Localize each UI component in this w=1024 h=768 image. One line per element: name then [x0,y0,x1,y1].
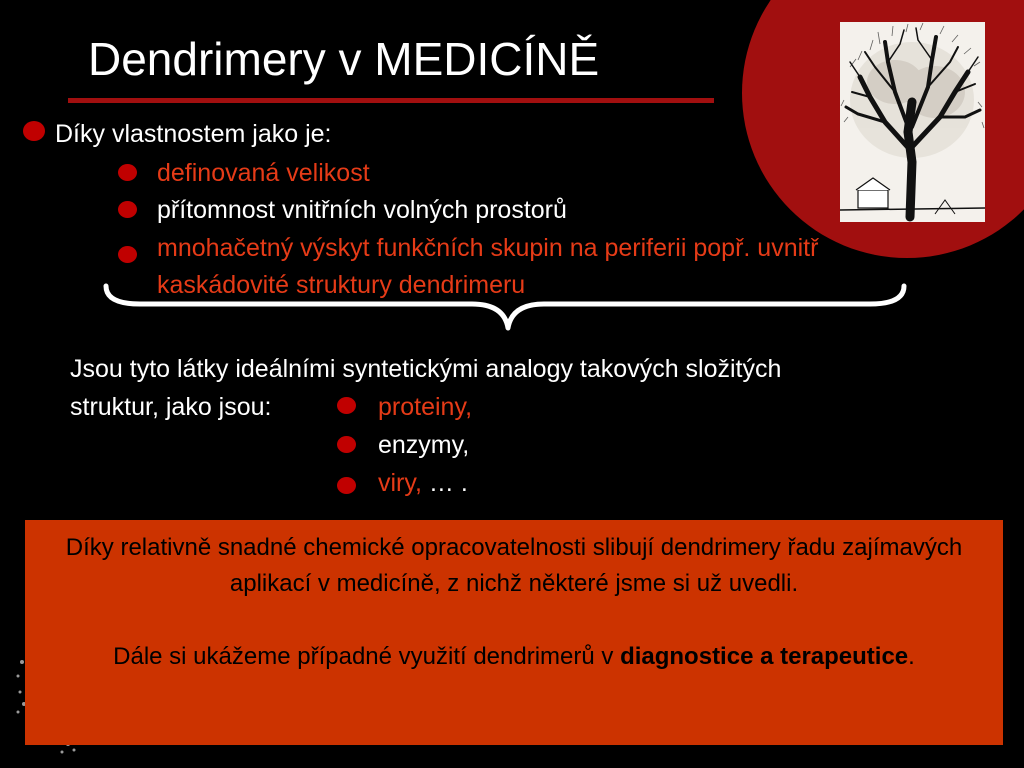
bullet-dot [118,246,137,263]
analogy-item: enzymy, [378,431,470,459]
analogy-text: struktur, jako jsou: [70,393,272,421]
bullet-dot [23,121,45,141]
property-item: přítomnost vnitřních volných prostorů [157,196,567,224]
info-paragraph: Díky relativně snadné chemické opracovatelnosti slibují dendrimery řadu zajímavých aplikací v medicíně, z nichž některé jsme si už uvedli. [65,534,963,597]
info-text: Dále si ukážeme případné využití dendrimerů v [113,643,621,670]
property-item: definovaná velikost [157,159,370,187]
analogy-item: proteiny, [378,393,473,421]
info-text: . [908,643,915,670]
property-item-continuation: kaskádovité struktury dendrimeru [157,271,526,299]
analogy-ellipsis: … . [421,469,468,497]
info-bold-text: diagnostice a terapeutice [620,643,909,670]
bullet-dot [337,477,356,494]
bullet-dot [337,397,356,414]
info-paragraph [25,639,1003,675]
title-underline [68,98,714,103]
analogy-item: viry, [378,469,422,497]
bullet-dot [118,164,137,181]
bullet-dot [118,201,137,218]
tree-illustration [840,22,985,222]
slide-title: Dendrimery v MEDICÍNĚ [88,33,600,85]
tree-icon [840,22,985,222]
analogy-item-row [378,467,468,499]
bullet-dot [337,436,356,453]
property-item: mnohačetný výskyt funkčních skupin na periferii popř. uvnitř [157,234,819,262]
analogy-text: Jsou tyto látky ideálními syntetickými analogy takových složitých [70,355,782,383]
curly-brace [100,282,910,334]
info-box [25,520,1003,745]
intro-text: Díky vlastnostem jako je: [55,120,332,148]
